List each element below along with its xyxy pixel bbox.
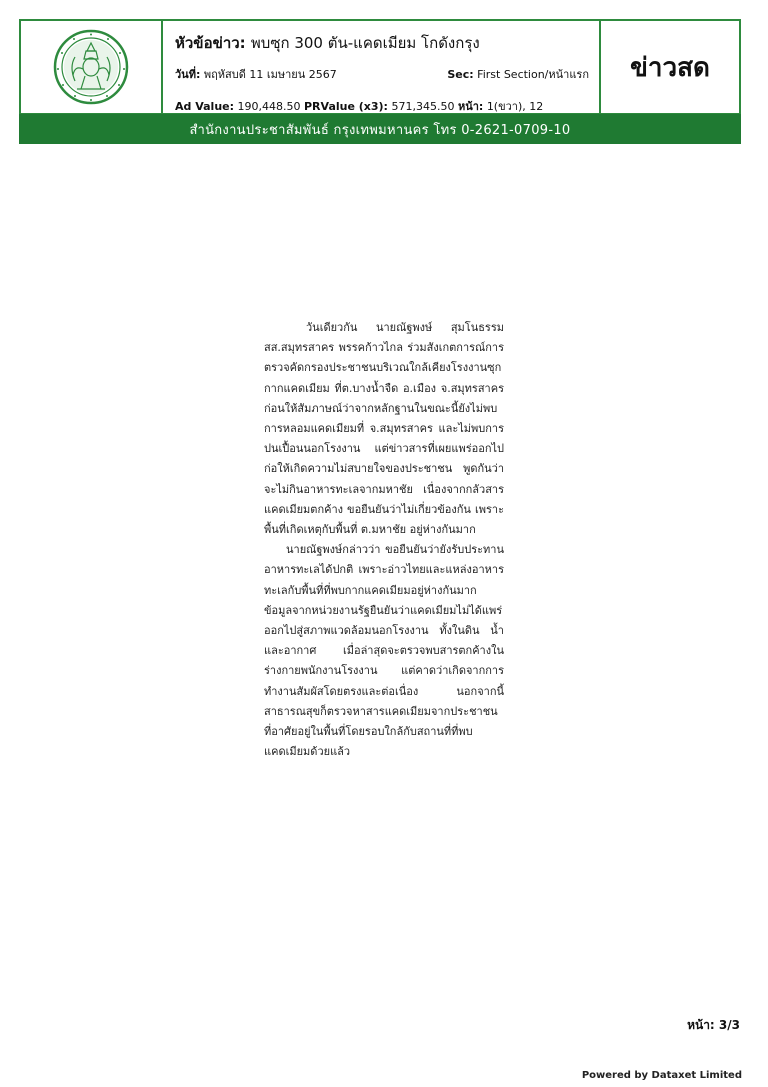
ad-value: 190,448.50 [237, 100, 301, 113]
page-indicator: หน้า: 3/3 [687, 1018, 740, 1032]
section-field [447, 65, 589, 83]
date-label: วันที่: [175, 68, 201, 81]
headline-label: หัวข้อข่าว: [175, 34, 246, 52]
bangkok-seal-logo-icon [53, 29, 129, 105]
article-paragraph: นายณัฐพงษ์กล่าวว่า ขอยืนยันว่ายังรับประทานอาหารทะเลได้ปกติ เพราะอ่าวไทยและแหล่งอาหารทะเลกับพื้นที่ที่พบกากแคดเมียมอยู่ห่างกันมาก ข้อมูลจากหน่วยงานรัฐยืนยันว่าแคดเมียมไม่ได้แพร่ออกไปสู่สภาพแวดล้อมนอกโรงงาน ทั้งในดิน น้ำ และอากาศ เมื่อล่าสุดจะตรวจพบสารตกค้างในร่างกายพนักงานโรงงาน แต่คาดว่าเกิดจากการทำงานสัมผัสโดยตรงและต่อเนื่อง นอกจากนี้ สาธารณสุขก็ตรวจหาสารแคดเมียมจากประชาชนที่อาศัยอยู่ในพื้นที่โดยรอบใกล้กับสถานที่ที่พบแคดเมียมด้วยแล้ว [264, 543, 504, 759]
section-value: First Section/หน้าแรก [477, 68, 589, 81]
pr-value: 571,345.50 [391, 100, 455, 113]
date-value: พฤหัสบดี 11 เมษายน 2567 [203, 68, 337, 81]
date-section-row [175, 65, 589, 83]
page-label: หน้า: [457, 100, 484, 113]
article-body [264, 318, 504, 762]
value-row [175, 97, 589, 115]
date-field [175, 65, 337, 83]
office-contact-bar: สำนักงานประชาสัมพันธ์ กรุงเทพมหานคร โทร 0-2621-0709-10 [19, 114, 741, 144]
powered-by: Powered by Dataxet Limited [581, 1070, 742, 1081]
section-label: Sec: [447, 68, 474, 81]
logo-cell [21, 21, 163, 113]
article-paragraph: วันเดียวกัน นายณัฐพงษ์ สุมโนธรรม สส.สมุทรสาคร พรรคก้าวไกล ร่วมสังเกตการณ์การตรวจคัดกรองประชาชนบริเวณใกล้เคียงโรงงานซุกกากแคดเมียม ที่ต.บางน้ำจืด อ.เมือง จ.สมุทรสาคร ก่อนให้สัมภาษณ์ว่าจากหลักฐานในขณะนี้ยังไม่พบการหลอมแคดเมียมที่ จ.สมุทรสาคร และไม่พบการปนเปื้อนนอกโรงงาน แต่ข่าวสารที่เผยแพร่ออกไปก่อให้เกิดความไม่สบายใจของประชาชน พูดกันว่าจะไม่กินอาหารทะเลจากมหาชัย เนื่องจากกลัวสารแคดเมียมตกค้าง ขอยืนยันว่าไม่เกี่ยวข้องกัน เพราะพื้นที่เกิดเหตุกับพื้นที่ ต.มหาชัย อยู่ห่างกันมาก [264, 321, 504, 537]
news-type: ข่าวสด [599, 21, 739, 113]
pr-value-label: PRValue (x3): [304, 100, 388, 113]
ad-value-label: Ad Value: [175, 100, 235, 113]
news-info [163, 21, 599, 113]
headline [175, 31, 589, 55]
headline-text: พบซุก 300 ตัน-แคดเมียม โกดังกรุง [250, 34, 480, 52]
news-header [19, 19, 741, 115]
page-value: 1(ขวา), 12 [486, 100, 544, 113]
